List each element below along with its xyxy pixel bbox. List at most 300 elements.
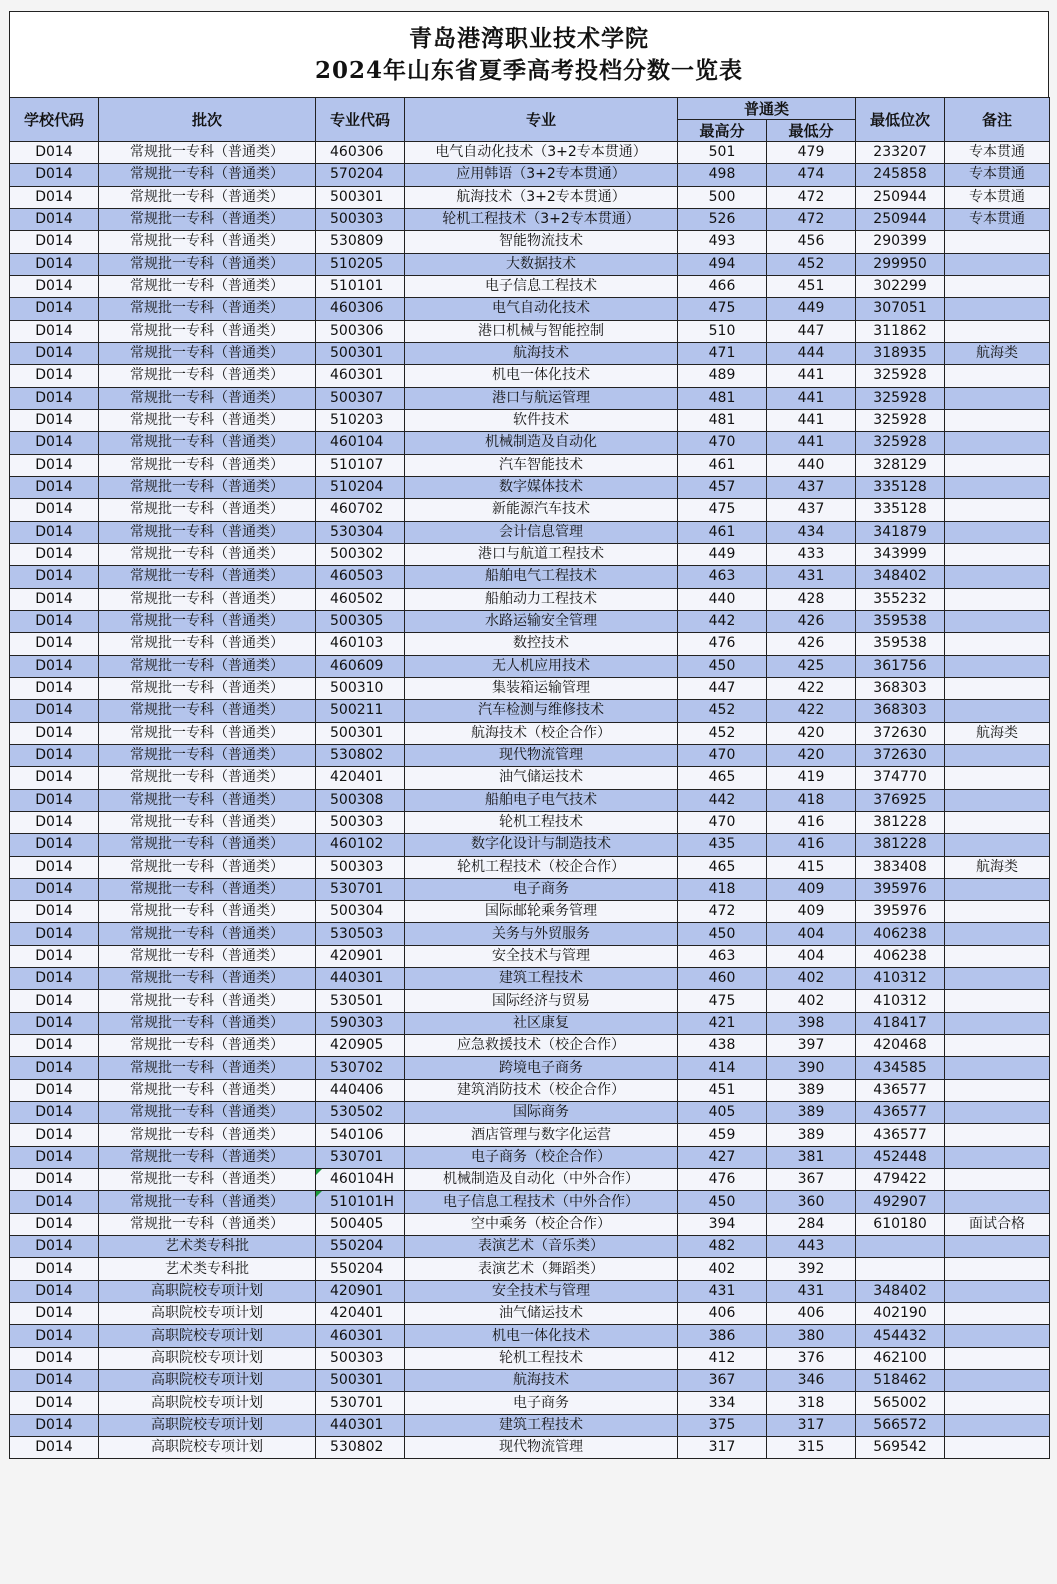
- major-cell: 轮机工程技术（3+2专本贯通）: [405, 208, 678, 230]
- min-rank-cell: 325928: [856, 409, 945, 431]
- school-code-cell: D014: [10, 1370, 99, 1392]
- min-rank-cell: 418417: [856, 1012, 945, 1034]
- batch-cell: 常规批一专科（普通类）: [99, 499, 316, 521]
- major-cell: 现代物流管理: [405, 1437, 678, 1459]
- major-cell: 机电一体化技术: [405, 365, 678, 387]
- batch-cell: 常规批一专科（普通类）: [99, 365, 316, 387]
- major-code-cell: 420401: [316, 767, 405, 789]
- min-score-cell: 433: [767, 543, 856, 565]
- min-rank-cell: 307051: [856, 298, 945, 320]
- max-score-cell: 406: [678, 1303, 767, 1325]
- batch-cell: 常规批一专科（普通类）: [99, 811, 316, 833]
- school-code-cell: D014: [10, 454, 99, 476]
- batch-cell: 高职院校专项计划: [99, 1370, 316, 1392]
- remark-cell: [945, 521, 1050, 543]
- table-row: [10, 499, 1050, 521]
- table-row: [10, 521, 1050, 543]
- batch-cell: 常规批一专科（普通类）: [99, 387, 316, 409]
- batch-cell: 常规批一专科（普通类）: [99, 342, 316, 364]
- school-code-cell: D014: [10, 588, 99, 610]
- min-score-cell: 360: [767, 1191, 856, 1213]
- remark-cell: [945, 945, 1050, 967]
- table-title: 2024年山东省夏季高考投档分数一览表: [314, 56, 743, 84]
- remark-cell: [945, 365, 1050, 387]
- school-code-cell: D014: [10, 231, 99, 253]
- remark-cell: [945, 633, 1050, 655]
- table-row: [10, 1169, 1050, 1191]
- error-indicator-icon: [316, 1191, 322, 1197]
- remark-cell: 面试合格: [945, 1213, 1050, 1235]
- school-code-cell: D014: [10, 342, 99, 364]
- remark-cell: [945, 432, 1050, 454]
- table-row: [10, 365, 1050, 387]
- min-rank-cell: 383408: [856, 856, 945, 878]
- max-score-cell: 442: [678, 610, 767, 632]
- min-score-cell: 402: [767, 990, 856, 1012]
- batch-cell: 常规批一专科（普通类）: [99, 164, 316, 186]
- remark-cell: [945, 1303, 1050, 1325]
- header-min-rank: 最低位次: [856, 98, 945, 142]
- remark-cell: [945, 1102, 1050, 1124]
- max-score-cell: 465: [678, 767, 767, 789]
- school-code-cell: D014: [10, 834, 99, 856]
- table-row: [10, 275, 1050, 297]
- major-code-cell: 500303: [316, 1347, 405, 1369]
- major-code-cell: 500301: [316, 722, 405, 744]
- max-score-cell: 526: [678, 208, 767, 230]
- batch-cell: 常规批一专科（普通类）: [99, 878, 316, 900]
- school-code-cell: D014: [10, 633, 99, 655]
- table-row: [10, 476, 1050, 498]
- major-cell: 水路运输安全管理: [405, 610, 678, 632]
- min-score-cell: 425: [767, 655, 856, 677]
- major-cell: 关务与外贸服务: [405, 923, 678, 945]
- table-row: [10, 700, 1050, 722]
- school-code-cell: D014: [10, 1079, 99, 1101]
- major-code-cell: 420905: [316, 1035, 405, 1057]
- major-code-cell: 460609: [316, 655, 405, 677]
- remark-cell: [945, 834, 1050, 856]
- min-score-cell: 389: [767, 1102, 856, 1124]
- min-score-cell: 381: [767, 1146, 856, 1168]
- header-school-code: 学校代码: [10, 98, 99, 142]
- max-score-cell: 452: [678, 722, 767, 744]
- min-rank-cell: 372630: [856, 744, 945, 766]
- remark-cell: 航海类: [945, 856, 1050, 878]
- table-row: [10, 1258, 1050, 1280]
- school-code-cell: D014: [10, 409, 99, 431]
- school-code-cell: D014: [10, 164, 99, 186]
- remark-cell: [945, 476, 1050, 498]
- batch-cell: 常规批一专科（普通类）: [99, 231, 316, 253]
- school-code-cell: D014: [10, 1437, 99, 1459]
- remark-cell: [945, 1079, 1050, 1101]
- remark-cell: [945, 1414, 1050, 1436]
- table-row: [10, 834, 1050, 856]
- remark-cell: [945, 543, 1050, 565]
- batch-cell: 常规批一专科（普通类）: [99, 566, 316, 588]
- batch-cell: 常规批一专科（普通类）: [99, 1124, 316, 1146]
- school-code-cell: D014: [10, 1347, 99, 1369]
- header-group: 普通类: [678, 98, 856, 120]
- table-row: [10, 1392, 1050, 1414]
- max-score-cell: 394: [678, 1213, 767, 1235]
- max-score-cell: 476: [678, 633, 767, 655]
- table-row: [10, 454, 1050, 476]
- min-score-cell: 367: [767, 1169, 856, 1191]
- table-row: [10, 1437, 1050, 1459]
- major-code-cell: 530701: [316, 878, 405, 900]
- major-code-cell: 500211: [316, 700, 405, 722]
- school-code-cell: D014: [10, 298, 99, 320]
- min-score-cell: 451: [767, 275, 856, 297]
- max-score-cell: 451: [678, 1079, 767, 1101]
- remark-cell: [945, 811, 1050, 833]
- min-score-cell: 284: [767, 1213, 856, 1235]
- major-cell: 机电一体化技术: [405, 1325, 678, 1347]
- major-cell: 应急救援技术（校企合作）: [405, 1035, 678, 1057]
- major-cell: 港口与航运管理: [405, 387, 678, 409]
- batch-cell: 常规批一专科（普通类）: [99, 142, 316, 164]
- batch-cell: 常规批一专科（普通类）: [99, 856, 316, 878]
- max-score-cell: 489: [678, 365, 767, 387]
- school-code-cell: D014: [10, 275, 99, 297]
- major-code-cell: 460301: [316, 1325, 405, 1347]
- min-score-cell: 428: [767, 588, 856, 610]
- min-rank-cell: 335128: [856, 499, 945, 521]
- min-rank-cell: 569542: [856, 1437, 945, 1459]
- school-code-cell: D014: [10, 387, 99, 409]
- min-rank-cell: 311862: [856, 320, 945, 342]
- batch-cell: 常规批一专科（普通类）: [99, 610, 316, 632]
- major-code-cell: 500308: [316, 789, 405, 811]
- batch-cell: 常规批一专科（普通类）: [99, 968, 316, 990]
- school-code-cell: D014: [10, 365, 99, 387]
- table-row: [10, 1035, 1050, 1057]
- major-cell: 无人机应用技术: [405, 655, 678, 677]
- min-score-cell: 409: [767, 901, 856, 923]
- min-rank-cell: 290399: [856, 231, 945, 253]
- min-rank-cell: 462100: [856, 1347, 945, 1369]
- min-rank-cell: 361756: [856, 655, 945, 677]
- major-cell: 软件技术: [405, 409, 678, 431]
- remark-cell: [945, 1437, 1050, 1459]
- table-row: [10, 409, 1050, 431]
- batch-cell: 高职院校专项计划: [99, 1280, 316, 1302]
- max-score-cell: 465: [678, 856, 767, 878]
- table-row: [10, 1325, 1050, 1347]
- remark-cell: [945, 1325, 1050, 1347]
- major-cell: 电子信息工程技术: [405, 275, 678, 297]
- max-score-cell: 440: [678, 588, 767, 610]
- batch-cell: 常规批一专科（普通类）: [99, 1012, 316, 1034]
- school-code-cell: D014: [10, 744, 99, 766]
- min-rank-cell: 395976: [856, 901, 945, 923]
- min-rank-cell: 406238: [856, 923, 945, 945]
- min-score-cell: 315: [767, 1437, 856, 1459]
- batch-cell: 常规批一专科（普通类）: [99, 744, 316, 766]
- table-row: [10, 253, 1050, 275]
- major-cell: 国际商务: [405, 1102, 678, 1124]
- table-row: [10, 722, 1050, 744]
- min-score-cell: 404: [767, 923, 856, 945]
- school-code-cell: D014: [10, 1124, 99, 1146]
- major-cell: 表演艺术（音乐类）: [405, 1236, 678, 1258]
- header-max-score: 最高分: [678, 120, 767, 142]
- remark-cell: [945, 655, 1050, 677]
- remark-cell: [945, 1191, 1050, 1213]
- table-row: [10, 1213, 1050, 1235]
- major-cell: 大数据技术: [405, 253, 678, 275]
- major-code-cell: 440301: [316, 1414, 405, 1436]
- remark-cell: [945, 1169, 1050, 1191]
- major-cell: 新能源汽车技术: [405, 499, 678, 521]
- max-score-cell: 450: [678, 923, 767, 945]
- major-cell: 船舶电子电气技术: [405, 789, 678, 811]
- remark-cell: 专本贯通: [945, 208, 1050, 230]
- min-rank-cell: 492907: [856, 1191, 945, 1213]
- batch-cell: 常规批一专科（普通类）: [99, 1213, 316, 1235]
- major-cell: 酒店管理与数字化运营: [405, 1124, 678, 1146]
- remark-cell: [945, 275, 1050, 297]
- remark-cell: 航海类: [945, 722, 1050, 744]
- max-score-cell: 427: [678, 1146, 767, 1168]
- min-score-cell: 406: [767, 1303, 856, 1325]
- max-score-cell: 470: [678, 744, 767, 766]
- table-row: [10, 342, 1050, 364]
- major-code-cell: 440301: [316, 968, 405, 990]
- major-code-cell: 510203: [316, 409, 405, 431]
- min-rank-cell: 318935: [856, 342, 945, 364]
- major-cell: 船舶动力工程技术: [405, 588, 678, 610]
- batch-cell: 高职院校专项计划: [99, 1414, 316, 1436]
- max-score-cell: 442: [678, 789, 767, 811]
- school-code-cell: D014: [10, 856, 99, 878]
- min-score-cell: 456: [767, 231, 856, 253]
- major-code-cell: 500302: [316, 543, 405, 565]
- major-code-cell: 460503: [316, 566, 405, 588]
- min-rank-cell: 374770: [856, 767, 945, 789]
- remark-cell: [945, 231, 1050, 253]
- min-rank-cell: 233207: [856, 142, 945, 164]
- table-row: [10, 142, 1050, 164]
- min-rank-cell: 406238: [856, 945, 945, 967]
- min-score-cell: 426: [767, 633, 856, 655]
- school-code-cell: D014: [10, 521, 99, 543]
- min-score-cell: 444: [767, 342, 856, 364]
- table-row: [10, 1236, 1050, 1258]
- major-code-cell: 460103: [316, 633, 405, 655]
- min-rank-cell: 325928: [856, 365, 945, 387]
- min-score-cell: 441: [767, 409, 856, 431]
- min-rank-cell: 372630: [856, 722, 945, 744]
- major-cell: 国际经济与贸易: [405, 990, 678, 1012]
- remark-cell: [945, 990, 1050, 1012]
- remark-cell: [945, 901, 1050, 923]
- table-row: [10, 1303, 1050, 1325]
- major-cell: 船舶电气工程技术: [405, 566, 678, 588]
- max-score-cell: 418: [678, 878, 767, 900]
- remark-cell: [945, 1370, 1050, 1392]
- remark-cell: [945, 253, 1050, 275]
- max-score-cell: 375: [678, 1414, 767, 1436]
- max-score-cell: 472: [678, 901, 767, 923]
- batch-cell: 常规批一专科（普通类）: [99, 432, 316, 454]
- remark-cell: 航海类: [945, 342, 1050, 364]
- school-code-cell: D014: [10, 253, 99, 275]
- major-code-cell: 420401: [316, 1303, 405, 1325]
- table-row: [10, 923, 1050, 945]
- batch-cell: 常规批一专科（普通类）: [99, 789, 316, 811]
- major-cell: 现代物流管理: [405, 744, 678, 766]
- major-code-cell: 420901: [316, 1280, 405, 1302]
- school-code-cell: D014: [10, 1102, 99, 1124]
- batch-cell: 常规批一专科（普通类）: [99, 700, 316, 722]
- min-rank-cell: 436577: [856, 1079, 945, 1101]
- school-code-cell: D014: [10, 566, 99, 588]
- batch-cell: 常规批一专科（普通类）: [99, 1057, 316, 1079]
- title-block: [9, 11, 1049, 97]
- min-rank-cell: 368303: [856, 677, 945, 699]
- table-row: [10, 1280, 1050, 1302]
- min-rank-cell: 376925: [856, 789, 945, 811]
- remark-cell: [945, 767, 1050, 789]
- major-cell: 数字化设计与制造技术: [405, 834, 678, 856]
- min-score-cell: 431: [767, 566, 856, 588]
- remark-cell: [945, 700, 1050, 722]
- major-code-cell: 460702: [316, 499, 405, 521]
- school-code-cell: D014: [10, 700, 99, 722]
- table-row: [10, 789, 1050, 811]
- min-score-cell: 437: [767, 499, 856, 521]
- batch-cell: 高职院校专项计划: [99, 1392, 316, 1414]
- major-code-cell: 530802: [316, 1437, 405, 1459]
- remark-cell: 专本贯通: [945, 164, 1050, 186]
- min-score-cell: 449: [767, 298, 856, 320]
- min-rank-cell: 302299: [856, 275, 945, 297]
- max-score-cell: 435: [678, 834, 767, 856]
- table-body: [10, 142, 1050, 1459]
- school-code-cell: D014: [10, 186, 99, 208]
- remark-cell: [945, 320, 1050, 342]
- remark-cell: [945, 387, 1050, 409]
- school-title: 青岛港湾职业技术学院: [409, 24, 649, 52]
- major-cell: 跨境电子商务: [405, 1057, 678, 1079]
- min-score-cell: 420: [767, 722, 856, 744]
- batch-cell: 常规批一专科（普通类）: [99, 208, 316, 230]
- major-code-cell: 500306: [316, 320, 405, 342]
- table-row: [10, 990, 1050, 1012]
- min-score-cell: 415: [767, 856, 856, 878]
- max-score-cell: 475: [678, 990, 767, 1012]
- remark-cell: [945, 1258, 1050, 1280]
- max-score-cell: 452: [678, 700, 767, 722]
- table-row: [10, 945, 1050, 967]
- major-code-cell: 500301: [316, 342, 405, 364]
- batch-cell: 艺术类专科批: [99, 1258, 316, 1280]
- table-row: [10, 1057, 1050, 1079]
- max-score-cell: 461: [678, 521, 767, 543]
- table-row: [10, 432, 1050, 454]
- major-code-cell: 510101: [316, 275, 405, 297]
- school-code-cell: D014: [10, 878, 99, 900]
- remark-cell: [945, 1057, 1050, 1079]
- major-cell: 电子商务: [405, 878, 678, 900]
- max-score-cell: 449: [678, 543, 767, 565]
- major-code-cell: 500301: [316, 1370, 405, 1392]
- min-score-cell: 422: [767, 700, 856, 722]
- major-code-cell: 530304: [316, 521, 405, 543]
- table-row: [10, 298, 1050, 320]
- min-score-cell: 441: [767, 365, 856, 387]
- major-code-cell: 460104H: [316, 1169, 405, 1191]
- min-rank-cell: 299950: [856, 253, 945, 275]
- min-rank-cell: 410312: [856, 968, 945, 990]
- max-score-cell: 438: [678, 1035, 767, 1057]
- school-code-cell: D014: [10, 1213, 99, 1235]
- min-score-cell: 419: [767, 767, 856, 789]
- batch-cell: 高职院校专项计划: [99, 1437, 316, 1459]
- batch-cell: 常规批一专科（普通类）: [99, 543, 316, 565]
- major-code-cell: 510107: [316, 454, 405, 476]
- batch-cell: 常规批一专科（普通类）: [99, 1146, 316, 1168]
- remark-cell: [945, 923, 1050, 945]
- min-rank-cell: 566572: [856, 1414, 945, 1436]
- major-cell: 国际邮轮乘务管理: [405, 901, 678, 923]
- batch-cell: 常规批一专科（普通类）: [99, 476, 316, 498]
- batch-cell: 高职院校专项计划: [99, 1303, 316, 1325]
- max-score-cell: 386: [678, 1325, 767, 1347]
- batch-cell: 常规批一专科（普通类）: [99, 409, 316, 431]
- batch-cell: 常规批一专科（普通类）: [99, 1035, 316, 1057]
- min-rank-cell: 381228: [856, 811, 945, 833]
- min-rank-cell: 420468: [856, 1035, 945, 1057]
- min-rank-cell: 325928: [856, 387, 945, 409]
- batch-cell: 常规批一专科（普通类）: [99, 186, 316, 208]
- table-row: [10, 1146, 1050, 1168]
- remark-cell: [945, 1236, 1050, 1258]
- min-score-cell: 416: [767, 834, 856, 856]
- batch-cell: 常规批一专科（普通类）: [99, 990, 316, 1012]
- major-code-cell: 460104: [316, 432, 405, 454]
- major-cell: 数字媒体技术: [405, 476, 678, 498]
- batch-cell: 常规批一专科（普通类）: [99, 901, 316, 923]
- table-row: [10, 320, 1050, 342]
- min-rank-cell: 452448: [856, 1146, 945, 1168]
- table-row: [10, 231, 1050, 253]
- major-cell: 安全技术与管理: [405, 945, 678, 967]
- max-score-cell: 402: [678, 1258, 767, 1280]
- table-row: [10, 1102, 1050, 1124]
- max-score-cell: 459: [678, 1124, 767, 1146]
- table-row: [10, 1370, 1050, 1392]
- batch-cell: 常规批一专科（普通类）: [99, 1102, 316, 1124]
- table-row: [10, 968, 1050, 990]
- min-score-cell: 472: [767, 186, 856, 208]
- min-rank-cell: 368303: [856, 700, 945, 722]
- major-code-cell: 550204: [316, 1258, 405, 1280]
- school-code-cell: D014: [10, 432, 99, 454]
- table-row: [10, 811, 1050, 833]
- school-code-cell: D014: [10, 1414, 99, 1436]
- table-row: [10, 655, 1050, 677]
- min-rank-cell: 434585: [856, 1057, 945, 1079]
- table-row: [10, 1124, 1050, 1146]
- major-code-cell: 460306: [316, 298, 405, 320]
- min-rank-cell: 250944: [856, 208, 945, 230]
- major-code-cell: 510101H: [316, 1191, 405, 1213]
- min-score-cell: 404: [767, 945, 856, 967]
